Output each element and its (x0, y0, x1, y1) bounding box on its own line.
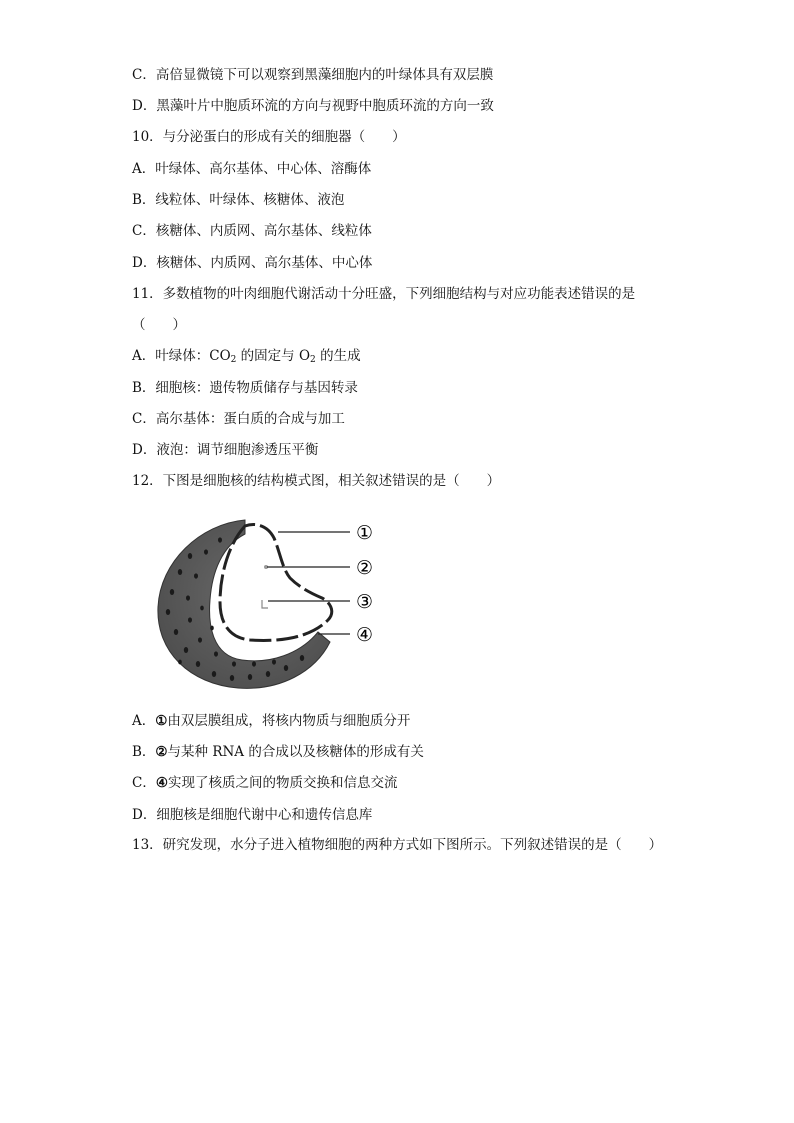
q11a-prefix: A．叶绿体：CO (132, 348, 231, 364)
q12b-circle: ② (155, 744, 168, 760)
nucleus-diagram (150, 512, 390, 692)
q10-stem: 10．与分泌蛋白的形成有关的细胞器（ ） (132, 129, 406, 145)
q9-option-d: D．黑藻叶片中胞质环流的方向与视野中胞质环流的方向一致 (132, 98, 494, 114)
q11a-middle: 的固定与 O (236, 348, 311, 364)
q10-option-d: D．核糖体、内质网、高尔基体、中心体 (132, 255, 373, 271)
q12-option-a (132, 712, 410, 730)
q9-option-c: C．高倍显微镜下可以观察到黑藻细胞内的叶绿体具有双层膜 (132, 67, 494, 83)
q10-option-c: C．核糖体、内质网、高尔基体、线粒体 (132, 223, 372, 239)
label-4: ④ (356, 624, 374, 646)
q12-option-b (132, 743, 424, 761)
q11-option-b: B．细胞核：遗传物质储存与基因转录 (132, 380, 358, 396)
q12a-text: 由双层膜组成，将核内物质与细胞质分开 (167, 713, 411, 729)
q11-option-a (132, 347, 361, 369)
nucleolus (262, 600, 268, 608)
q12-stem: 12．下图是细胞核的结构模式图，相关叙述错误的是（ ） (132, 473, 501, 489)
q12a-prefix: A． (132, 713, 156, 729)
q11a-sub2: 2 (310, 355, 316, 365)
q11a-sub1: 2 (230, 355, 237, 365)
q11-stem: 11．多数植物的叶肉细胞代谢活动十分旺盛，下列细胞结构与对应功能表述错误的是 (132, 286, 636, 302)
q11-stem-paren: （ ） (132, 317, 186, 333)
q11-option-d: D．液泡：调节细胞渗透压平衡 (132, 442, 319, 458)
q12-option-c (132, 774, 397, 792)
q12b-text: 与某种 RNA 的合成以及核糖体的形成有关 (167, 744, 424, 760)
q10-option-b: B．线粒体、叶绿体、核糖体、液泡 (132, 192, 345, 208)
q12c-prefix: C． (132, 775, 156, 791)
q12a-circle: ① (155, 713, 168, 729)
q11a-suffix: 的生成 (315, 348, 361, 364)
q12b-prefix: B． (132, 744, 156, 760)
q12c-circle: ④ (155, 775, 168, 791)
label-3: ③ (356, 591, 374, 613)
q13-stem: 13．研究发现，水分子进入植物细胞的两种方式如下图所示。下列叙述错误的是（ ） (132, 837, 663, 853)
label-2: ② (356, 557, 374, 579)
q12c-text: 实现了核质之间的物质交换和信息交流 (167, 775, 398, 791)
label-1: ① (356, 522, 374, 544)
q11-option-c: C．高尔基体：蛋白质的合成与加工 (132, 411, 345, 427)
nuclear-envelope (220, 525, 332, 641)
cytoplasm-region (158, 520, 330, 688)
q10-option-a: A．叶绿体、高尔基体、中心体、溶酶体 (132, 161, 372, 177)
q12-option-d: D．细胞核是细胞代谢中心和遗传信息库 (132, 807, 373, 823)
